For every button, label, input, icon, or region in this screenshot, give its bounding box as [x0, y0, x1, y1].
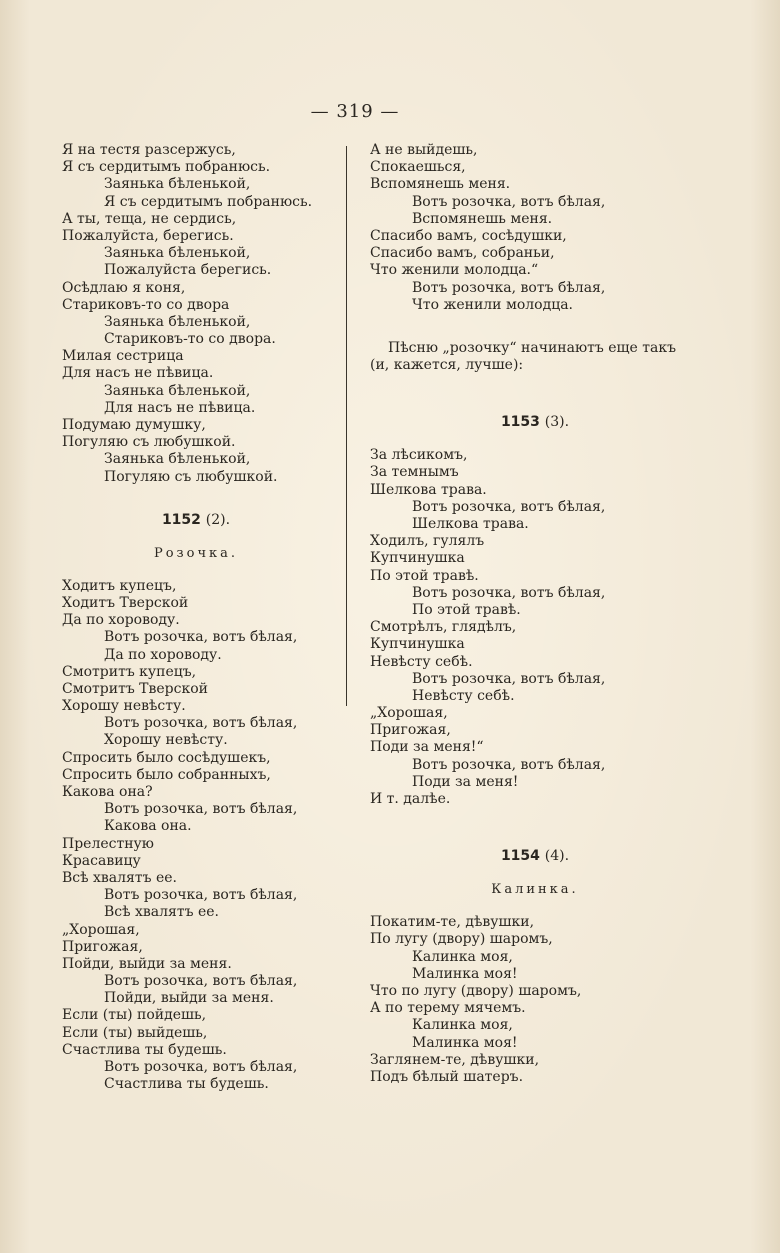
- verse-line: Красавицу: [62, 852, 141, 869]
- verse-line: Вспомянешь меня.: [412, 210, 553, 227]
- verse-line: Купчинушка: [370, 550, 465, 567]
- prose-paragraph: Пѣсню „розочку“ начинаютъ еще такъ (и, кажется, лучше):: [370, 339, 677, 374]
- verse-line: Пожалуйста берегись.: [104, 262, 272, 279]
- verse-line: Да по хороводу.: [104, 646, 222, 663]
- right-column: [370, 142, 700, 1086]
- verse-line: Калинка моя,: [412, 1017, 513, 1034]
- verse-line: Пойди, выйди за меня.: [104, 990, 274, 1007]
- song-title: Калинка.: [491, 882, 579, 898]
- verse-line: Что женили молодца.: [412, 296, 574, 313]
- verse-line: Погуляю съ любушкой.: [62, 434, 236, 451]
- verse-line: Невѣсту себѣ.: [370, 653, 473, 670]
- column-divider: [346, 146, 347, 706]
- verse-line: Заглянем-те, дѣвушки,: [370, 1051, 540, 1068]
- verse-line: Всѣ хвалятъ ее.: [62, 869, 177, 886]
- verse-line: Хорошу невѣсту.: [62, 698, 186, 715]
- left-column: [62, 142, 330, 1093]
- verse-line: Пожалуйста, берегись.: [62, 227, 234, 244]
- verse-line: Ходитъ Тверской: [62, 594, 189, 611]
- verse-line: Если (ты) пойдешь,: [62, 1007, 207, 1024]
- verse-line: Пойди, выйди за меня.: [62, 955, 232, 972]
- verse-line: Вотъ розочка, вотъ бѣлая,: [412, 498, 606, 515]
- verse-line: Хорошу невѣсту.: [104, 732, 228, 749]
- verse-line: Подъ бѣлый шатеръ.: [370, 1068, 524, 1085]
- verse-line: Для насъ не пѣвица.: [104, 399, 256, 416]
- verse-line: Поди за меня!“: [370, 739, 484, 756]
- verse-line: Осѣдлаю я коня,: [62, 279, 186, 296]
- verse-line: По этой травѣ.: [412, 601, 521, 618]
- song-variant: (4).: [544, 848, 570, 865]
- verse-line: Малинка моя!: [412, 1034, 518, 1051]
- verse-line: Спасибо вамъ, собраньи,: [370, 245, 555, 262]
- verse-line: Стариковъ-то со двора: [62, 296, 230, 313]
- verse-line: Вотъ розочка, вотъ бѣлая,: [104, 887, 298, 904]
- verse-line: Заянька бѣленькой,: [104, 245, 251, 262]
- song-text: [370, 142, 700, 314]
- song-text: [370, 447, 700, 808]
- verse-line: Счастлива ты будешь.: [104, 1076, 269, 1093]
- verse-line: Заянька бѣленькой,: [104, 382, 251, 399]
- verse-line: Заянька бѣленькой,: [104, 176, 251, 193]
- verse-line: Вотъ розочка, вотъ бѣлая,: [104, 715, 298, 732]
- song-heading-1152: [62, 512, 330, 529]
- verse-line: Что по лугу (двору) шаромъ,: [370, 982, 582, 999]
- verse-line: Спасибо вамъ, сосѣдушки,: [370, 227, 567, 244]
- verse-line: Я на тестя разсержусь,: [62, 142, 236, 158]
- song-heading-1154: [370, 848, 700, 865]
- song-heading-1153: [370, 414, 700, 431]
- verse-line: Купчинушка: [370, 636, 465, 653]
- verse-line: Смотритъ Тверской: [62, 680, 208, 697]
- song-number: 1153: [500, 414, 540, 431]
- verse-line: Да по хороводу.: [62, 612, 180, 629]
- song-number: 1152: [161, 511, 201, 528]
- verse-line: Я съ сердитымъ побранюсь.: [62, 159, 271, 176]
- song-text: [62, 578, 330, 1094]
- verse-line: „Хорошая,: [62, 921, 140, 938]
- song-title: Розочка.: [153, 545, 239, 561]
- song-text: [62, 142, 330, 486]
- verse-line: Пригожая,: [62, 938, 143, 955]
- verse-line: Подумаю думушку,: [62, 417, 206, 433]
- verse-line: По этой травѣ.: [370, 567, 479, 584]
- verse-line: Пригожая,: [370, 722, 451, 739]
- verse-line: Стариковъ-то со двора.: [104, 331, 276, 348]
- verse-line: Для насъ не пѣвица.: [62, 365, 214, 382]
- song-variant: (2).: [205, 511, 231, 528]
- verse-line: И т. далѣе.: [370, 791, 451, 808]
- verse-line: Смотритъ купецъ,: [62, 663, 197, 680]
- verse-line: Вотъ розочка, вотъ бѣлая,: [104, 1059, 298, 1075]
- verse-line: Смотрѣлъ, глядѣлъ,: [370, 619, 517, 636]
- verse-line: Спросить было собранныхъ,: [62, 766, 271, 783]
- verse-line: А ты, теща, не сердись,: [62, 210, 237, 227]
- verse-line: Покатим-те, дѣвушки,: [370, 914, 535, 931]
- verse-line: Поди за меня!: [412, 773, 519, 790]
- verse-line: Счастлива ты будешь.: [62, 1041, 227, 1058]
- verse-line: Вспомянешь меня.: [370, 176, 511, 193]
- verse-line: Ходитъ купецъ,: [62, 577, 177, 594]
- verse-line: За темнымъ: [370, 464, 459, 481]
- verse-line: Калинка моя,: [412, 948, 513, 965]
- verse-line: Вотъ розочка, вотъ бѣлая,: [412, 584, 606, 601]
- verse-line: Шелкова трава.: [412, 516, 529, 533]
- song-number: 1154: [500, 848, 540, 865]
- page-number: — 319 —: [310, 101, 400, 122]
- verse-line: Всѣ хвалятъ ее.: [104, 904, 219, 921]
- song-variant: (3).: [544, 414, 570, 431]
- song-text: [370, 914, 700, 1086]
- verse-line: Милая сестрица: [62, 348, 184, 365]
- verse-line: Ходилъ, гулялъ: [370, 533, 485, 550]
- verse-line: Малинка моя!: [412, 965, 518, 982]
- verse-line: „Хорошая,: [370, 705, 448, 722]
- verse-line: По лугу (двору) шаромъ,: [370, 931, 553, 948]
- verse-line: Вотъ розочка, вотъ бѣлая,: [412, 279, 606, 296]
- verse-line: Шелкова трава.: [370, 481, 487, 498]
- verse-line: Какова она.: [104, 818, 192, 835]
- verse-line: Вотъ розочка, вотъ бѣлая,: [104, 629, 298, 646]
- verse-line: Я съ сердитымъ побранюсь.: [104, 193, 313, 210]
- verse-line: Вотъ розочка, вотъ бѣлая,: [104, 801, 298, 818]
- verse-line: А не выйдешь,: [370, 142, 478, 158]
- verse-line: Если (ты) выйдешь,: [62, 1024, 208, 1041]
- verse-line: Какова она?: [62, 784, 153, 800]
- verse-line: Что женили молодца.“: [370, 262, 539, 279]
- verse-line: Невѣсту себѣ.: [412, 687, 515, 704]
- verse-line: Заянька бѣленькой,: [104, 451, 251, 468]
- verse-line: Вотъ розочка, вотъ бѣлая,: [412, 756, 606, 773]
- verse-line: Вотъ розочка, вотъ бѣлая,: [412, 193, 606, 210]
- verse-line: Прелестную: [62, 835, 154, 852]
- verse-line: За лѣсикомъ,: [370, 447, 468, 464]
- verse-line: А по терему мячемъ.: [370, 1000, 526, 1017]
- verse-line: Спокаешься,: [370, 159, 466, 176]
- verse-line: Спросить было сосѣдушекъ,: [62, 749, 271, 766]
- verse-line: Вотъ розочка, вотъ бѣлая,: [104, 973, 298, 990]
- verse-line: Погуляю съ любушкой.: [104, 468, 278, 485]
- verse-line: Заянька бѣленькой,: [104, 313, 251, 330]
- verse-line: Вотъ розочка, вотъ бѣлая,: [412, 670, 606, 687]
